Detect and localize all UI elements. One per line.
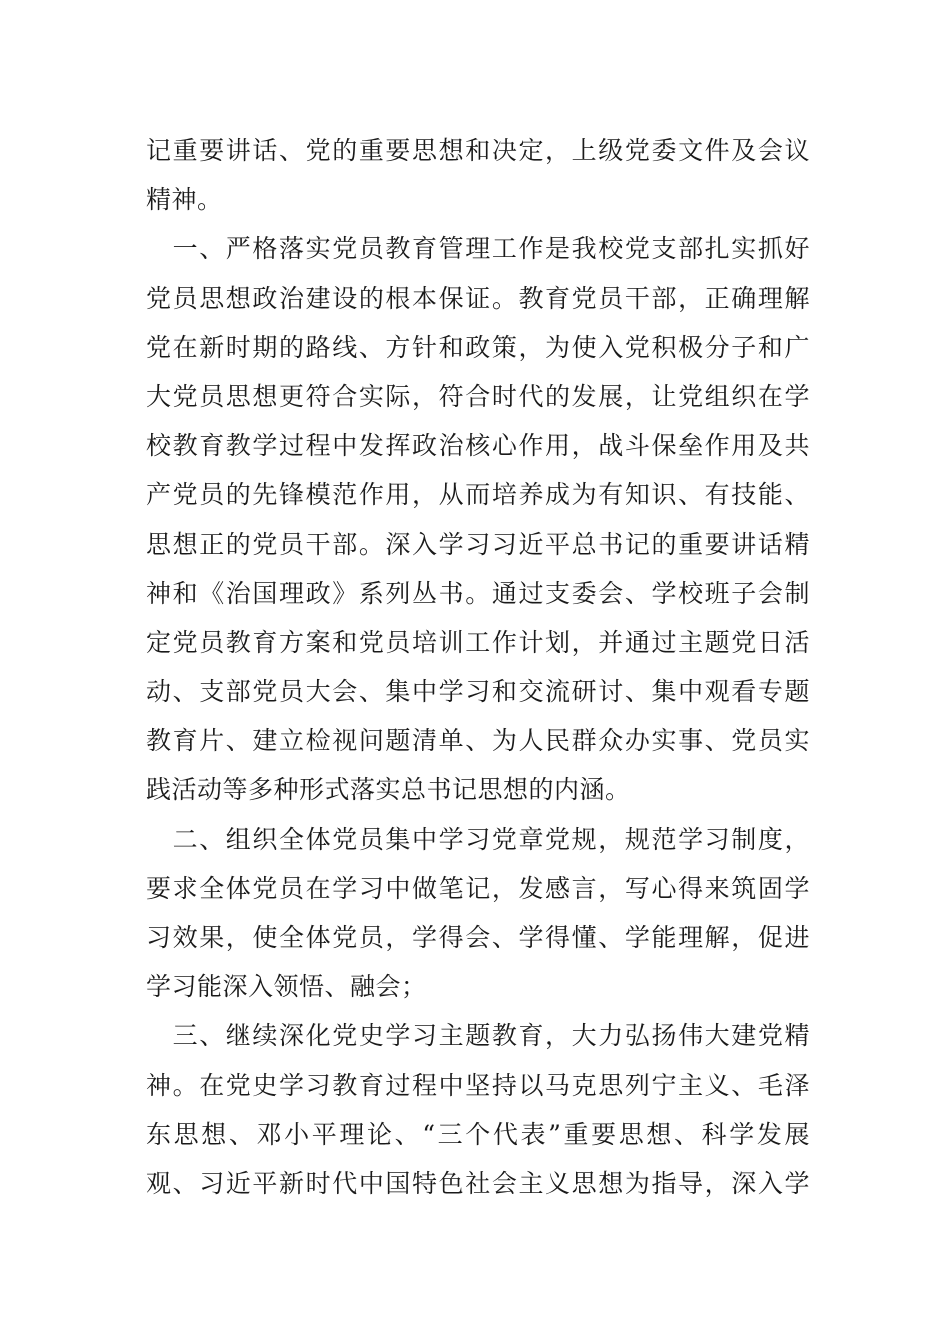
text-line: 一、严格落实党员教育管理工作是我校党支部扎实抓好 (146, 234, 810, 264)
text-line: 观、习近平新时代中国特色社会主义思想为指导，深入学 (146, 1168, 810, 1198)
text-line: 神和《治国理政》系列丛书。通过支委会、学校班子会制 (146, 578, 810, 608)
text-line: 要求全体党员在学习中做笔记，发感言，写心得来筑固学 (146, 873, 810, 903)
text-line: 党在新时期的路线、方针和政策，为使入党积极分子和广 (146, 332, 810, 362)
text-line: 校教育教学过程中发挥政治核心作用，战斗保垒作用及共 (146, 431, 810, 461)
text-line: 大党员思想更符合实际，符合时代的发展，让党组织在学 (146, 381, 810, 411)
text-line: 教育片、建立检视问题清单、为人民群众办实事、党员实 (146, 726, 810, 756)
text-line: 定党员教育方案和党员培训工作计划，并通过主题党日活 (146, 627, 810, 657)
text-line: 二、组织全体党员集中学习党章党规，规范学习制度， (146, 824, 810, 854)
text-line: 践活动等多种形式落实总书记思想的内涵。 (146, 775, 631, 805)
text-line: 思想正的党员干部。深入学习习近平总书记的重要讲话精 (146, 529, 810, 559)
text-line: 三、继续深化党史学习主题教育，大力弘扬伟大建党精 (146, 1021, 810, 1051)
text-line: 记重要讲话、党的重要思想和决定，上级党委文件及会议 (146, 136, 810, 165)
text-line: 精神。 (146, 185, 223, 215)
text-line: 学习能深入领悟、融会； (146, 972, 427, 1002)
text-line: 动、支部党员大会、集中学习和交流研讨、集中观看专题 (146, 677, 810, 707)
text-line: 神。在党史学习教育过程中坚持以马克思列宁主义、毛泽 (146, 1070, 810, 1100)
text-line: 东思想、邓小平理论、“三个代表”重要思想、科学发展 (146, 1119, 810, 1149)
text-line: 产党员的先锋模范作用，从而培养成为有知识、有技能、 (146, 480, 810, 510)
document-body (146, 126, 810, 1208)
text-line: 党员思想政治建设的根本保证。教育党员干部，正确理解 (146, 283, 810, 313)
text-line: 习效果，使全体党员，学得会、学得懂、学能理解，促进 (146, 923, 810, 952)
